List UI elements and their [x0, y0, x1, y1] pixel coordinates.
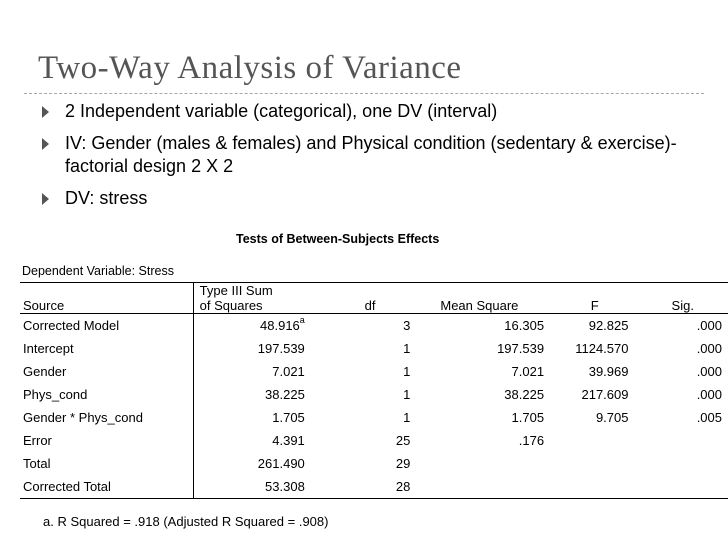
cell-ms: .176 — [518, 433, 545, 448]
cell-f — [552, 475, 634, 499]
table-row — [20, 429, 728, 452]
cell-sig — [634, 475, 728, 499]
header-f: F — [590, 298, 599, 313]
cell-ss: 53.308 — [193, 475, 319, 499]
header-sum-of-squares — [193, 283, 319, 314]
table-row — [20, 406, 728, 429]
cell-f: 92.825 — [588, 318, 629, 333]
cell-source: Corrected Model — [23, 318, 120, 333]
bullet-text: IV: Gender (males & females) and Physical condition (sedentary & exercise)-factorial design 2 X 2 — [65, 133, 677, 176]
header-df: df — [364, 298, 376, 313]
cell-f: 1124.570 — [575, 341, 629, 356]
cell-source: Error — [23, 433, 52, 448]
cell-sig — [634, 452, 728, 475]
cell-ms: 197.539 — [497, 341, 545, 356]
header-sig: Sig. — [671, 298, 694, 313]
footnote-marker: a — [299, 315, 305, 325]
cell-sig: .000 — [696, 341, 722, 356]
bullet-text: 2 Independent variable (categorical), one DV (interval) — [65, 101, 498, 121]
cell-ss: 7.021 — [193, 360, 319, 383]
cell-sig — [634, 429, 728, 452]
cell-f: 39.969 — [588, 364, 629, 379]
table-footnote: a. R Squared = .918 (Adjusted R Squared = .908) — [43, 514, 329, 529]
cell-ss: 261.490 — [193, 452, 319, 475]
triangle-bullet-icon — [42, 193, 49, 205]
triangle-bullet-icon — [42, 138, 49, 150]
bullet-text: DV: stress — [65, 188, 148, 208]
table-header-row — [20, 283, 728, 314]
cell-sig: .005 — [696, 410, 722, 425]
title-divider — [24, 93, 704, 94]
table-row — [20, 475, 728, 499]
cell-ss: 4.391 — [193, 429, 319, 452]
table-row — [20, 337, 728, 360]
cell-df: 1 — [403, 341, 411, 356]
cell-sig: .000 — [696, 387, 722, 402]
header-ss-line1: Type III Sum — [199, 283, 273, 298]
bullet-item — [40, 132, 720, 178]
bullet-item — [40, 100, 720, 123]
header-mean-square: Mean Square — [440, 298, 519, 313]
cell-source: Corrected Total — [23, 479, 111, 494]
cell-f — [552, 429, 634, 452]
header-source: Source — [23, 298, 65, 313]
cell-source: Intercept — [23, 341, 74, 356]
bullet-list — [40, 100, 720, 219]
cell-ms: 1.705 — [511, 410, 545, 425]
triangle-bullet-icon — [42, 106, 49, 118]
table-row — [20, 383, 728, 406]
cell-ms — [418, 475, 552, 499]
cell-f — [552, 452, 634, 475]
cell-f: 217.609 — [581, 387, 629, 402]
table-row — [20, 360, 728, 383]
cell-ss — [193, 314, 319, 338]
cell-ss: 1.705 — [193, 406, 319, 429]
table-row — [20, 452, 728, 475]
anova-table — [20, 282, 728, 499]
cell-ms: 16.305 — [504, 318, 545, 333]
cell-df: 25 — [395, 433, 411, 448]
cell-df: 29 — [395, 456, 411, 471]
cell-sig: .000 — [696, 364, 722, 379]
cell-source: Gender — [23, 364, 67, 379]
cell-source: Total — [23, 456, 51, 471]
cell-ss: 197.539 — [193, 337, 319, 360]
cell-df: 1 — [403, 410, 411, 425]
cell-ms: 7.021 — [511, 364, 545, 379]
cell-ms: 38.225 — [504, 387, 545, 402]
cell-df: 1 — [403, 387, 411, 402]
cell-source: Gender * Phys_cond — [23, 410, 143, 425]
table-row — [20, 314, 728, 338]
cell-sig: .000 — [696, 318, 722, 333]
cell-df: 28 — [395, 479, 411, 494]
table-title: Tests of Between-Subjects Effects — [236, 232, 440, 246]
dependent-variable-label: Dependent Variable: Stress — [22, 264, 174, 278]
cell-ss-value: 48.916 — [260, 318, 300, 333]
cell-df: 3 — [403, 318, 411, 333]
cell-df: 1 — [403, 364, 411, 379]
cell-ms — [418, 452, 552, 475]
cell-f: 9.705 — [595, 410, 629, 425]
slide-title: Two-Way Analysis of Variance — [38, 50, 462, 86]
header-ss-line2: of Squares — [199, 298, 263, 313]
cell-source: Phys_cond — [23, 387, 88, 402]
bullet-item — [40, 187, 720, 210]
cell-ss: 38.225 — [193, 383, 319, 406]
